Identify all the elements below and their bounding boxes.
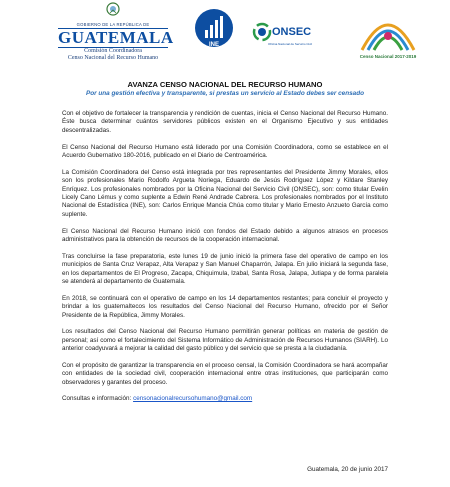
contact-email-link[interactable]: censonacionalrecursohumano@gmail.com bbox=[133, 395, 253, 403]
paragraph: La Comisión Coordinadora del Censo está integrada por tres representantes del Presidente Jimmy Morales, ellos son los profesionales Mario Rodolfo Argueta Noriega, Eduardo de Jesús Rodríguez López y Kildare Stanley Enríquez. Los profesionales nombrados por la Oficina Nacional del Servicio Civil (ONSEC), son: como titular Evelin Licely Cano Lémus y como suplente a Edwin René Andrade Cabrera. Los profesionales nombrados por el Instituto Nacional de Estadística (INE), son: Carlos Enrique Mancia Chúa como titular y Mario Ernesto Anzueto García como suplente. bbox=[62, 168, 388, 218]
contact-label: Consultas e información: bbox=[62, 395, 134, 403]
paragraph: En 2018, se continuará con el operativo de campo en los 14 departamentos restantes; para concluir el proyecto y brindar a los guatemaltecos los resultados del Censo Nacional del Recurso Humano, ofrecido por el Señor Presidente de la República, Jimmy Morales. bbox=[62, 294, 388, 319]
censo-logo-text: Censo Nacional 2017-2019 bbox=[359, 54, 417, 59]
document-date: Guatemala, 20 de junio 2017 bbox=[307, 466, 388, 473]
logo-sub-1: Comisión Coordinadora bbox=[84, 48, 142, 54]
logo-top-line: GOBIERNO DE LA REPÚBLICA DE bbox=[76, 22, 150, 27]
ine-circle-icon bbox=[194, 6, 234, 54]
logo-sub-2: Censo Nacional del Recurso Humano bbox=[67, 55, 159, 61]
censo-people-icon bbox=[352, 6, 424, 54]
header bbox=[0, 0, 450, 72]
onsec-ring-icon bbox=[252, 22, 272, 42]
page-title: AVANZA CENSO NACIONAL DEL RECURSO HUMANO bbox=[127, 80, 323, 89]
paragraph: El Censo Nacional del Recurso Humano está liderado por una Comisión Coordinadora, como se establece en el Acuerdo Gubernativo 180-2016, publicado en el Diario de Centroamérica. bbox=[62, 143, 388, 159]
page-subtitle: Por una gestión efectiva y transparente, si prestas un servicio al Estado debes ser censado bbox=[85, 90, 365, 97]
svg-text:INE: INE bbox=[208, 42, 220, 48]
contact-line bbox=[62, 395, 388, 403]
logo-wordmark: GUATEMALA bbox=[58, 28, 174, 47]
paragraph: Con el objetivo de fortalecer la transparencia y rendición de cuentas, inicia el Censo Nacional del Recurso Humano. Éste busca determinar cuántos servidores públicos existen en el Organismo Ejecutivo y sus entidades descentralizadas. bbox=[62, 110, 388, 134]
ine-logo bbox=[194, 6, 234, 66]
guatemala-crest-icon bbox=[105, 2, 121, 16]
paragraph: Tras concluirse la fase preparatoria, este lunes 19 de junio inició la primera fase del operativo de campo en los municipios de Santa Cruz Verapaz, Alta Verapaz y San Manuel Chaparrón, Jalapa. En julio iniciará la segunda fase, en los departamentos de El Progreso, Zacapa, Chiquimula, Izabal, Santa Rosa, Jalapa, Jutiapa y de forma paralela se atenderá al departamento de Guatemala. bbox=[62, 252, 388, 285]
onsec-name: ONSEC bbox=[272, 26, 312, 38]
paragraph: Los resultados del Censo Nacional del Recurso Humano permitirán generar políticas en materia de gestión de personal; así como el fortalecimiento del Sistema Informático de Administración de Recursos Humanos (SIARH). Lo anterior coadyuvará a mejorar la calidad del gasto público y del servicio que se presta a la ciudadanía. bbox=[62, 328, 388, 353]
gobierno-guatemala-logo bbox=[54, 2, 172, 68]
paragraph: El Censo Nacional del Recurso Humano inició con fondos del Estado debido a algunos atrasos en procesos administrativos para la obtención de recursos de la cooperación internacional. bbox=[62, 227, 388, 243]
onsec-logo bbox=[252, 20, 322, 60]
onsec-sub: Oficina Nacional de Servicio Civil bbox=[267, 42, 313, 46]
article-body bbox=[62, 110, 388, 412]
paragraph: Con el propósito de garantizar la transparencia en el proceso censal, la Comisión Coordinadora se hará acompañar con entidades de la sociedad civil, cooperación internacional entre otras instituciones, que participarán como observadores y garantes del proceso. bbox=[62, 361, 388, 386]
censo-logo bbox=[352, 6, 424, 66]
